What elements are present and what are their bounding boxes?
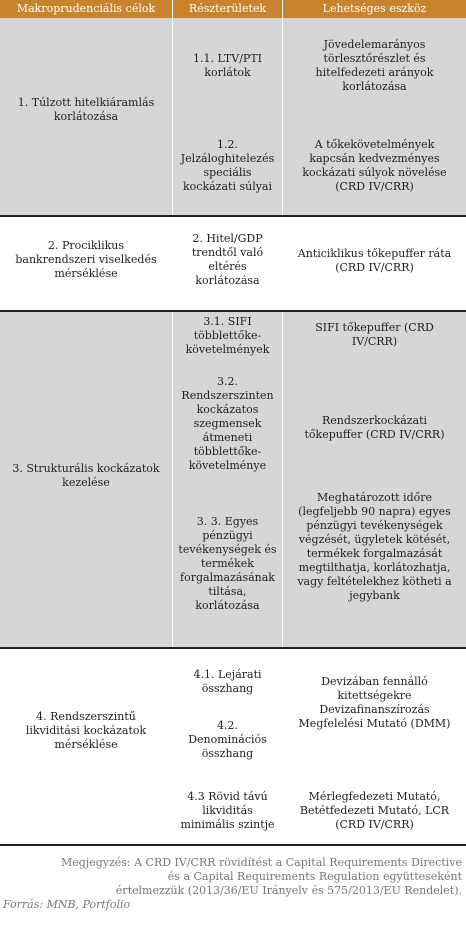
goal-1: 1. Túlzott hitelkiáramlás korlátozása (17, 96, 155, 123)
header-goals: Makroprudenciális célok (16, 2, 156, 15)
subarea-4-3: 4.3 Rövid távú likviditás minimális szintje (180, 790, 275, 831)
subarea-3-2: 3.2. Rendszerszinten kockázatos szegmensek átmeneti többlettőke- követelménye (181, 375, 274, 472)
tool-3-1: SIFI tőkepuffer (CRD IV/CRR) (315, 321, 434, 348)
subarea-1-1: 1.1. LTV/PTI korlátok (193, 52, 262, 79)
goal-3: 3. Strukturális kockázatok kezelése (12, 462, 160, 489)
table-row-2 (0, 217, 466, 311)
goal-2: 2. Prociklikus bankrendszeri viselkedés mérséklése (15, 239, 157, 280)
table-row-3 (0, 312, 466, 648)
header-subareas: Részterületek (188, 2, 267, 15)
tool-4-1: Devizában fennálló kitettségekre Devizafinanszírozás Megfelelési Mutató (DMM) (298, 675, 451, 730)
source-line: Forrás: MNB, Portfolio (3, 898, 131, 911)
tool-2: Anticiklikus tőkepuffer ráta (CRD IV/CRR) (297, 247, 452, 274)
subarea-4-2: 4.2. Denominációs összhang (188, 719, 267, 760)
tool-1-2: A tőkekövetelmények kapcsán kedvezményes kockázati súlyok növelése (CRD IV/CRR) (302, 138, 447, 193)
table-row-4 (0, 649, 466, 844)
subarea-3-3: 3. 3. Egyes pénzügyi tevékenységek és termékek forgalmazásának tiltása, korlátozása (178, 515, 277, 612)
subarea-3-1: 3.1. SIFI többlettőke- követelmények (185, 315, 270, 356)
footnote: Megjegyzés: A CRD IV/CRR rövidítést a Capital Requirements Directive és a Capital Requirements Regulation együtteseként értelmezzük (2013/36/EU Irányelv és 575/2013/EU Rendelet). (60, 856, 462, 897)
goal-4: 4. Rendszerszintű likviditási kockázatok mérséklése (25, 710, 147, 751)
table-header (0, 0, 466, 18)
tool-3-3: Meghatározott időre (legfeljebb 90 napra) egyes pénzügyi tevékenységek végzését, ügyletek kötését, termékek forgalmazását megtilthatja, korlátozhatja, vagy feltételekhez kötheti a jegybank (297, 491, 452, 602)
table-row-1 (0, 18, 466, 216)
subarea-2: 2. Hitel/GDP trendtől való eltérés korlátozása (191, 232, 264, 287)
subarea-4-1: 4.1. Lejárati összhang (193, 668, 262, 695)
subarea-1-2: 1.2. Jelzáloghitelezés speciális kockázati súlyai (180, 138, 275, 193)
tool-1-1: Jövedelemarányos törlesztőrészlet és hitelfedezeti arányok korlátozása (315, 38, 434, 93)
tool-3-2: Rendszerkockázati tőkepuffer (CRD IV/CRR) (304, 414, 445, 441)
tool-4-3: Mérlegfedezeti Mutató, Betétfedezeti Mutató, LCR (CRD IV/CRR) (299, 790, 450, 831)
header-tools: Lehetséges eszköz (322, 2, 427, 15)
